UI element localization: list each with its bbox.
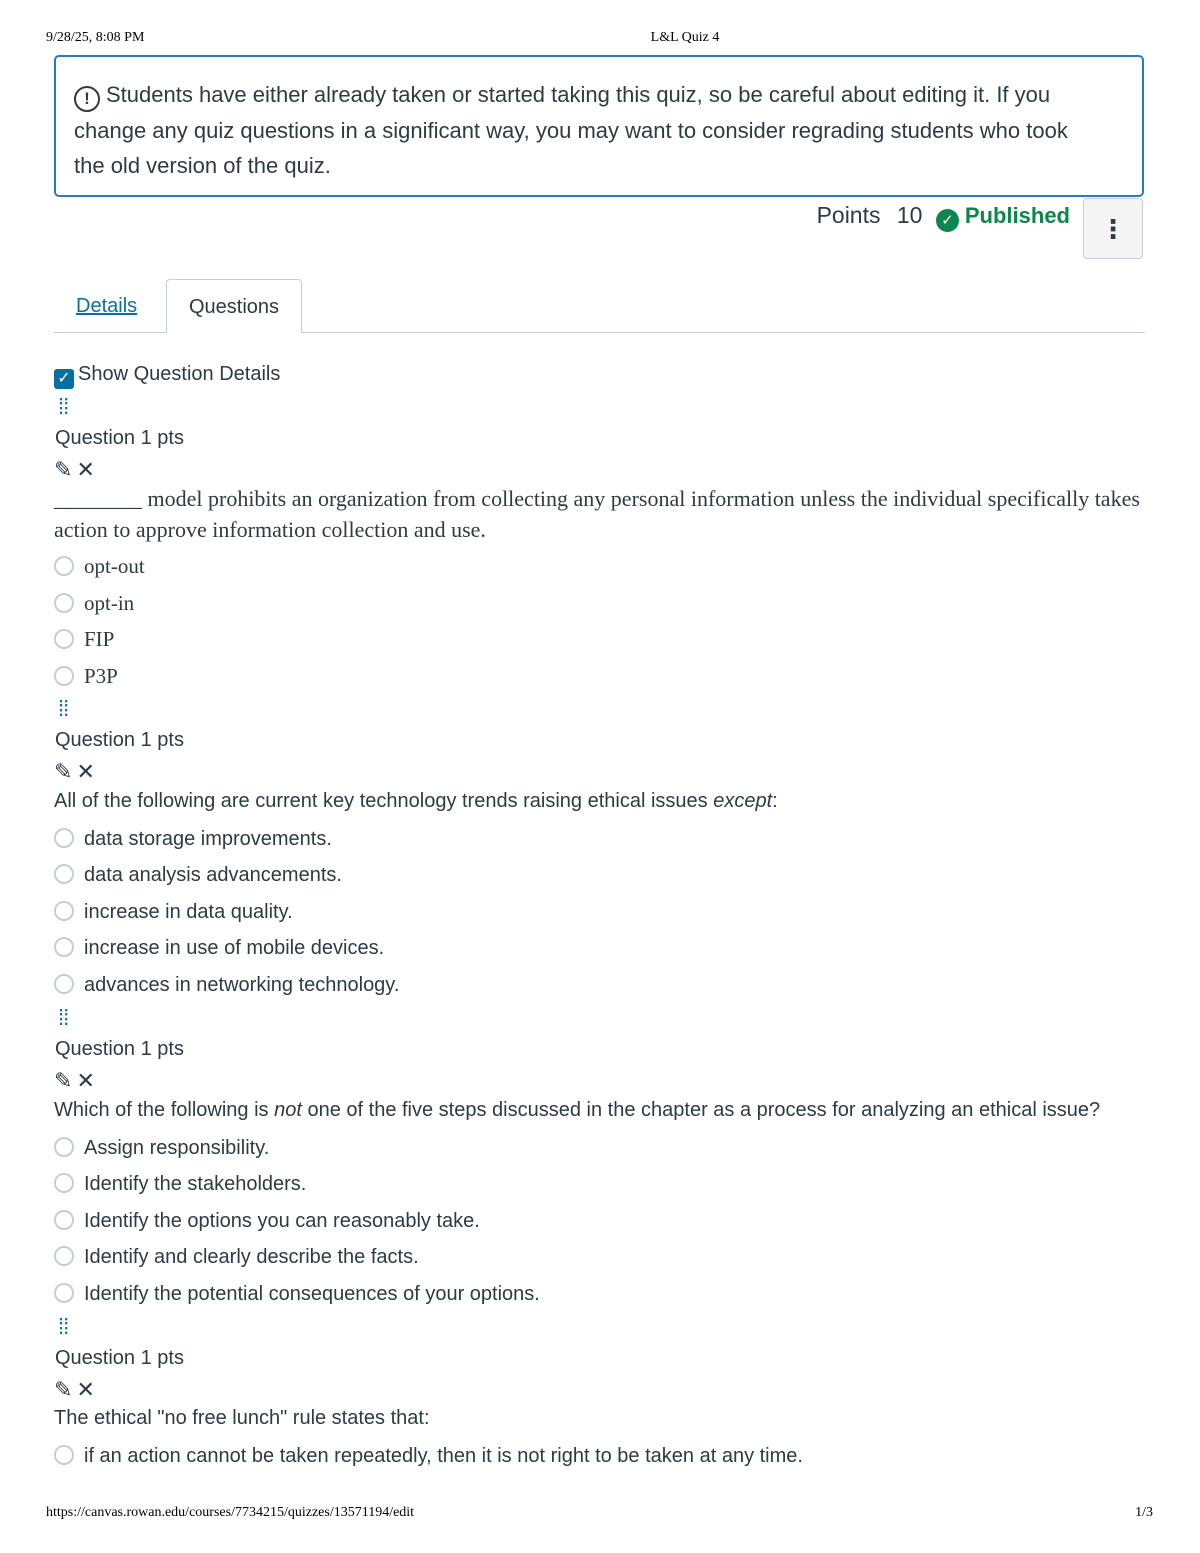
delete-icon[interactable]: ✕ bbox=[76, 1068, 95, 1093]
answer-option[interactable] bbox=[54, 626, 114, 652]
edit-pencil-icon[interactable]: ✎ bbox=[54, 457, 73, 482]
answer-option[interactable] bbox=[54, 1281, 540, 1307]
alert-text: Students have either already taken or started taking this quiz, so be careful about editing it. If you change any quiz questions in a significant way, you may want to consider regrading students who took the old version of the quiz. bbox=[74, 82, 1068, 178]
answer-label: Identify the stakeholders. bbox=[84, 1173, 307, 1195]
answer-option[interactable] bbox=[54, 663, 118, 689]
radio-button[interactable] bbox=[54, 937, 74, 957]
question-header: Question 1 pts bbox=[55, 427, 184, 449]
tab-questions[interactable]: Questions bbox=[166, 279, 302, 333]
answer-label: Assign responsibility. bbox=[84, 1137, 270, 1159]
print-datetime: 9/28/25, 8:08 PM bbox=[46, 30, 145, 45]
question-text-part: Which of the following is bbox=[54, 1099, 275, 1121]
answer-option[interactable] bbox=[54, 1135, 269, 1161]
answer-option[interactable] bbox=[54, 972, 399, 998]
question-header: Question 1 pts bbox=[55, 1038, 184, 1060]
question-text-part: : bbox=[772, 790, 778, 812]
show-question-details[interactable] bbox=[54, 360, 280, 389]
print-footer bbox=[0, 1505, 1200, 1525]
delete-icon[interactable]: ✕ bbox=[76, 457, 95, 482]
answer-label: Identify and clearly describe the facts. bbox=[84, 1246, 419, 1268]
edit-pencil-icon[interactable]: ✎ bbox=[54, 759, 73, 784]
show-details-label: Show Question Details bbox=[78, 363, 281, 385]
radio-button[interactable] bbox=[54, 901, 74, 921]
tab-details[interactable]: Details bbox=[76, 295, 138, 317]
answer-option[interactable] bbox=[54, 1443, 803, 1469]
answer-label: P3P bbox=[84, 664, 118, 688]
radio-button[interactable] bbox=[54, 1210, 74, 1230]
radio-button[interactable] bbox=[54, 1137, 74, 1157]
points-value: 10 bbox=[896, 202, 923, 228]
question-text-part: one of the five steps discussed in the chapter as a process for analyzing an ethical issue? bbox=[301, 1099, 1101, 1121]
print-header bbox=[0, 30, 1200, 50]
check-circle-icon: ✓ bbox=[936, 209, 959, 232]
radio-button[interactable] bbox=[54, 1283, 74, 1303]
question-header: Question 1 pts bbox=[55, 729, 184, 751]
radio-button[interactable] bbox=[54, 593, 74, 613]
print-title: L&L Quiz 4 bbox=[650, 30, 720, 45]
answer-option[interactable] bbox=[54, 935, 384, 961]
answer-label: advances in networking technology. bbox=[84, 974, 400, 996]
answer-option[interactable] bbox=[54, 553, 145, 579]
print-url: https://canvas.rowan.edu/courses/7734215/quizzes/13571194/edit bbox=[46, 1505, 415, 1520]
radio-button[interactable] bbox=[54, 556, 74, 576]
answer-option[interactable] bbox=[54, 862, 342, 888]
radio-button[interactable] bbox=[54, 629, 74, 649]
radio-button[interactable] bbox=[54, 864, 74, 884]
radio-button[interactable] bbox=[54, 1445, 74, 1465]
answer-label: increase in use of mobile devices. bbox=[84, 937, 385, 959]
edit-pencil-icon[interactable]: ✎ bbox=[54, 1068, 73, 1093]
answer-label: FIP bbox=[84, 627, 115, 651]
points-label: Points bbox=[816, 202, 881, 228]
radio-button[interactable] bbox=[54, 828, 74, 848]
answer-option[interactable] bbox=[54, 1171, 306, 1197]
more-options-button[interactable] bbox=[1083, 198, 1143, 259]
edit-warning-alert bbox=[54, 55, 1144, 197]
question-tools bbox=[54, 1068, 99, 1094]
radio-button[interactable] bbox=[54, 974, 74, 994]
radio-button[interactable] bbox=[54, 1173, 74, 1193]
delete-icon[interactable]: ✕ bbox=[76, 759, 95, 784]
delete-icon[interactable]: ✕ bbox=[76, 1377, 95, 1402]
answer-option[interactable] bbox=[54, 590, 134, 616]
answer-label: Identify the potential consequences of your options. bbox=[84, 1283, 540, 1305]
question-emphasis: except bbox=[713, 790, 773, 812]
answer-label: increase in data quality. bbox=[84, 901, 293, 923]
answer-label: opt-in bbox=[84, 591, 135, 615]
edit-pencil-icon[interactable]: ✎ bbox=[54, 1377, 73, 1402]
drag-handle-icon[interactable]: ⁞⁞ bbox=[58, 1005, 69, 1030]
answer-label: data analysis advancements. bbox=[84, 864, 342, 886]
question-text: The ethical "no free lunch" rule states that: bbox=[54, 1407, 430, 1429]
question-text bbox=[54, 786, 1144, 817]
answer-option[interactable] bbox=[54, 899, 293, 925]
warning-icon: ! bbox=[74, 86, 100, 112]
kebab-icon: ⋮ bbox=[1100, 214, 1126, 244]
answer-label: if an action cannot be taken repeatedly, then it is not right to be taken at any time. bbox=[84, 1445, 803, 1467]
published-status: Published bbox=[964, 203, 1070, 228]
answer-option[interactable] bbox=[54, 1208, 480, 1234]
question-tools bbox=[54, 1377, 99, 1403]
radio-button[interactable] bbox=[54, 1246, 74, 1266]
quiz-tabs bbox=[54, 279, 1145, 333]
question-tools bbox=[54, 457, 99, 483]
question-text: ________ model prohibits an organization from collecting any personal information unless the individual specifically takes action to approve information collection and use. bbox=[54, 486, 1140, 542]
question-header: Question 1 pts bbox=[55, 1347, 184, 1369]
quiz-status bbox=[817, 199, 1070, 232]
drag-handle-icon[interactable]: ⁞⁞ bbox=[58, 696, 69, 721]
answer-label: data storage improvements. bbox=[84, 828, 332, 850]
print-page-number: 1/3 bbox=[1135, 1505, 1153, 1520]
radio-button[interactable] bbox=[54, 666, 74, 686]
answer-label: opt-out bbox=[84, 554, 145, 578]
question-text bbox=[54, 1095, 1144, 1126]
drag-handle-icon[interactable]: ⁞⁞ bbox=[58, 394, 69, 419]
answer-option[interactable] bbox=[54, 1244, 419, 1270]
answer-label: Identify the options you can reasonably take. bbox=[84, 1210, 480, 1232]
answer-option[interactable] bbox=[54, 826, 332, 852]
question-text-part: All of the following are current key technology trends raising ethical issues bbox=[54, 790, 714, 812]
question-tools bbox=[54, 759, 99, 785]
show-details-checkbox[interactable]: ✓ bbox=[54, 369, 74, 389]
drag-handle-icon[interactable]: ⁞⁞ bbox=[58, 1314, 69, 1339]
question-emphasis: not bbox=[274, 1099, 302, 1121]
